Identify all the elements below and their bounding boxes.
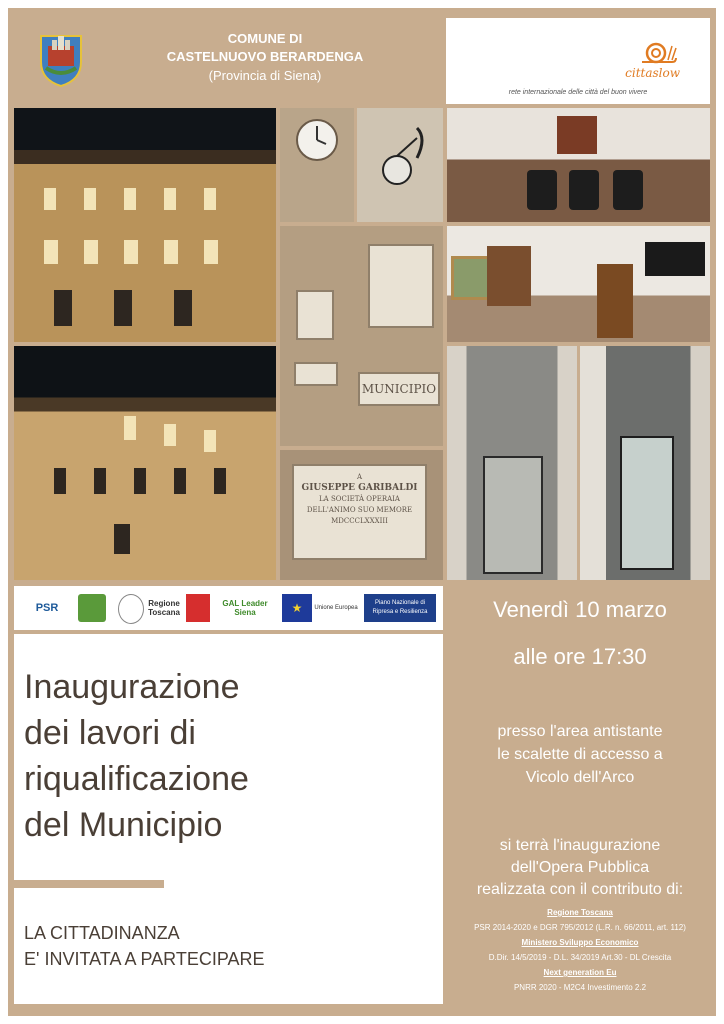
event-description: [450, 835, 710, 995]
event-location: [450, 720, 710, 789]
logo-eu-flag-icon: ★: [282, 594, 312, 622]
photo-garibaldi-plaque: [280, 450, 443, 580]
garibaldi-line-1: GIUSEPPE GARIBALDI: [301, 483, 418, 493]
cittaslow-name: cittaslow: [625, 66, 680, 80]
invite-line-2: E' INVITATA A PARTECIPARE: [24, 949, 265, 969]
cittaslow-tagline: rete internazionale delle città del buon vivere: [508, 89, 648, 96]
event-date: Venerdì 10 marzo: [493, 597, 667, 622]
photo-wall-clock: [280, 108, 354, 222]
logo-gal-text: GAL Leader Siena: [222, 599, 268, 617]
snail-icon: [638, 40, 678, 66]
comune-title: [140, 30, 390, 66]
credit-text-3: PNRR 2020 - M2C4 Investimento 2.2: [513, 983, 647, 992]
photo-elevator-1: [447, 346, 577, 580]
title-line-4: del Municipio: [24, 806, 223, 844]
desc-line-1: si terrà l'inaugurazione: [499, 837, 661, 854]
province-label: (Provincia di Siena): [208, 68, 322, 83]
title-line-2: dei lavori di: [24, 714, 196, 752]
photo-council-room: [447, 108, 710, 222]
photo-municipio-night-2: [14, 346, 276, 580]
credits: [450, 905, 710, 995]
credit-heading-3: Next generation Eu: [543, 968, 617, 977]
garibaldi-line-0: A: [356, 473, 363, 481]
desc-line-3: realizzata con il contributo di:: [476, 881, 684, 898]
lantern-icon: [357, 108, 443, 222]
logo-eu-text: Unione Europea: [314, 604, 358, 611]
logo-regione-text: Regione Toscana: [148, 599, 180, 617]
title-line-3: riqualificazione: [24, 760, 249, 798]
credit-heading-1: Regione Toscana: [547, 908, 613, 917]
photo-office: [447, 226, 710, 342]
event-title: [24, 664, 324, 848]
credit-heading-2: Ministero Sviluppo Economico: [521, 938, 639, 947]
garibaldi-line-3: DELL'ANIMO SUO MEMORE: [306, 506, 413, 514]
location-line-1: presso l'area antistante: [497, 723, 663, 740]
event-title-box: [14, 634, 443, 1004]
logo-psr-text: PSR: [35, 601, 59, 614]
photo-wall-lamp: [357, 108, 443, 222]
logo-pnrr: [364, 594, 436, 622]
photo-municipio-night-1: [14, 108, 276, 342]
credit-text-2: D.Dir. 14/5/2019 - D.L. 34/2019 Art.30 - DL Crescita: [488, 953, 672, 962]
title-line-1: Inaugurazione: [24, 668, 240, 706]
desc-line-2: dell'Opera Pubblica: [510, 859, 650, 876]
photo-elevator-2: [580, 346, 710, 580]
garibaldi-line-2: LA SOCIETÀ OPERAIA: [319, 495, 400, 503]
divider: [14, 880, 164, 888]
logo-pegasus-icon: [186, 594, 210, 622]
comune-line1: COMUNE DI: [227, 31, 303, 46]
garibaldi-line-4: MDCCCLXXXIII: [331, 517, 388, 525]
credit-text-1: PSR 2014-2020 e DGR 795/2012 (L.R. n. 66/2011, art. 112): [474, 923, 686, 932]
location-line-3: Vicolo dell'Arco: [525, 769, 635, 786]
sponsor-logos: [14, 586, 443, 630]
photo-plaques: [280, 226, 443, 446]
cittaslow-logo: [446, 18, 710, 104]
logo-pnrr-text: Piano Nazionale di Ripresa e Resilienza: [372, 600, 428, 615]
logo-eu: [314, 594, 358, 622]
logo-regione-toscana: [144, 594, 184, 622]
clock-icon: [280, 108, 354, 222]
invite-line-1: LA CITTADINANZA: [24, 923, 180, 943]
logo-leaf-icon: [78, 594, 106, 622]
logo-psr: [22, 594, 72, 622]
municipal-crest-icon: [36, 30, 86, 88]
logo-gal: [214, 594, 276, 622]
event-time: alle ore 17:30: [513, 644, 647, 669]
comune-line2: CASTELNUOVO BERARDENGA: [166, 49, 364, 64]
logo-republic-emblem-icon: [118, 594, 144, 624]
invitation: [24, 920, 424, 972]
location-line-2: le scalette di accesso a: [497, 746, 663, 763]
municipio-plaque: MUNICIPIO: [358, 372, 440, 406]
